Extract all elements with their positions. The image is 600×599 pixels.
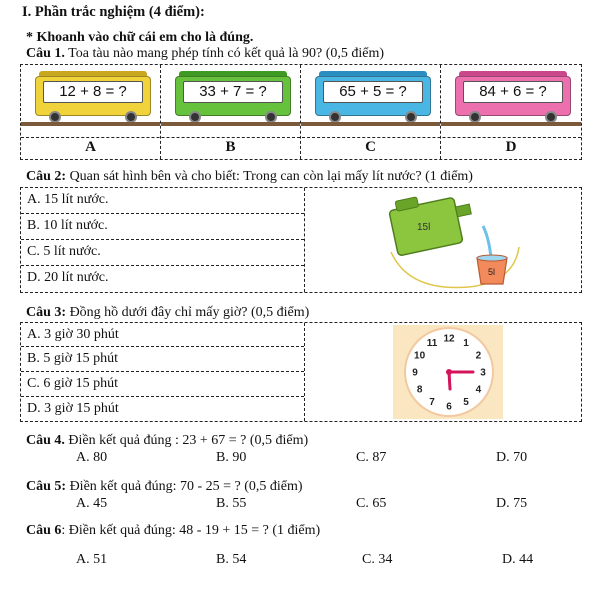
q6-text: : Điền kết quả đúng: 48 - 19 + 15 = ? (1 điểm) — [61, 523, 321, 538]
q1-letter-c[interactable]: C — [365, 139, 376, 155]
q1-option-d[interactable] — [441, 65, 581, 159]
q2-heading — [26, 169, 473, 185]
rail — [441, 122, 581, 126]
q5-option-c[interactable]: C. 65 — [356, 496, 387, 511]
q5-heading — [26, 479, 303, 495]
clock-numeral: 5 — [463, 396, 469, 408]
q4-option-b[interactable]: B. 90 — [216, 450, 247, 465]
q1-letter-d[interactable]: D — [505, 139, 517, 155]
clock-illustration — [393, 325, 503, 419]
q3-option-c[interactable]: C. 6 giờ 15 phút — [21, 372, 304, 397]
q4-option-a[interactable]: A. 80 — [76, 450, 108, 465]
q1-letter-a[interactable]: A — [85, 139, 96, 155]
clock-center — [446, 369, 452, 375]
train-car — [315, 71, 431, 119]
q5-option-d[interactable]: D. 75 — [496, 496, 528, 511]
q1-text: Toa tàu nào mang phép tính có kết quả là 90? (0,5 điểm) — [64, 46, 385, 61]
q2-text: Quan sát hình bên và cho biết: Trong can còn lại mấy lít nước? (1 điểm) — [66, 169, 473, 184]
clock-numeral: 2 — [475, 350, 482, 362]
clock-numeral: 11 — [426, 338, 438, 350]
bucket-label: 5l — [488, 267, 496, 277]
car-expression: 12 + 8 = ? — [43, 81, 143, 103]
q4-heading — [26, 433, 308, 449]
q5-option-b[interactable]: B. 55 — [216, 496, 247, 511]
q2-option-c[interactable]: C. 5 lít nước. — [21, 240, 304, 266]
water-can-illustration — [379, 192, 529, 290]
q3-option-a[interactable]: A. 3 giờ 30 phút — [21, 323, 304, 347]
q6-option-c[interactable]: C. 34 — [362, 552, 393, 567]
q4-text: Điền kết quả đúng : 23 + 67 = ? (0,5 điểm) — [64, 433, 309, 448]
q3-table — [20, 322, 582, 422]
car-expression: 84 + 6 = ? — [463, 81, 563, 103]
train-car — [455, 71, 571, 119]
q6-option-a[interactable]: A. 51 — [76, 552, 108, 567]
clock-numeral: 10 — [414, 350, 426, 362]
car-expression: 65 + 5 = ? — [323, 81, 423, 103]
clock-numeral: 1 — [463, 338, 469, 350]
car-expression: 33 + 7 = ? — [183, 81, 283, 103]
q4-option-c[interactable]: C. 87 — [356, 450, 387, 465]
q1-option-a[interactable] — [21, 65, 161, 159]
q2-option-a[interactable]: A. 15 lít nước. — [21, 188, 304, 214]
q6-option-d[interactable]: D. 44 — [502, 552, 534, 567]
q2-label: Câu 2: — [26, 169, 67, 184]
train-car — [175, 71, 291, 119]
rail — [161, 122, 300, 126]
clock-numeral: 4 — [475, 384, 482, 396]
q2-column-divider — [304, 188, 305, 292]
section-title: I. Phần trắc nghiệm (4 điểm): — [22, 4, 205, 20]
q5-text: Điền kết quả đúng: 70 - 25 = ? (0,5 điểm) — [66, 479, 303, 494]
q1-option-b[interactable] — [161, 65, 301, 159]
rail — [21, 122, 160, 126]
can-label: 15l — [417, 222, 431, 233]
instruction: * Khoanh vào chữ cái em cho là đúng. — [26, 30, 254, 45]
q6-heading — [26, 523, 320, 539]
clock-numeral: 6 — [446, 401, 452, 413]
q2-option-d[interactable]: D. 20 lít nước. — [27, 270, 109, 285]
q6-option-b[interactable]: B. 54 — [216, 552, 247, 567]
q3-heading — [26, 305, 309, 321]
q1-label: Câu 1. — [26, 46, 65, 61]
q3-text: Đồng hồ dưới đây chỉ mấy giờ? (0,5 điểm) — [66, 305, 310, 320]
q1-option-c[interactable] — [301, 65, 441, 159]
clock-numeral: 8 — [416, 384, 423, 396]
q6-label: Câu 6 — [26, 523, 62, 538]
q2-table — [20, 187, 582, 293]
clock-numeral: 3 — [480, 367, 486, 379]
train-car — [35, 71, 151, 119]
q2-option-b[interactable]: B. 10 lít nước. — [21, 214, 304, 240]
q1-letter-b[interactable]: B — [225, 139, 236, 155]
q3-option-d[interactable]: D. 3 giờ 15 phút — [27, 401, 119, 416]
clock-numeral: 9 — [412, 367, 418, 379]
q3-label: Câu 3: — [26, 305, 67, 320]
water-stream — [483, 226, 491, 258]
q5-label: Câu 5: — [26, 479, 67, 494]
q4-label: Câu 4. — [26, 433, 65, 448]
q5-option-a[interactable]: A. 45 — [76, 496, 108, 511]
rail — [301, 122, 440, 126]
q1-train-table — [20, 64, 582, 160]
q3-option-b[interactable]: B. 5 giờ 15 phút — [21, 347, 304, 372]
clock-numeral: 7 — [429, 396, 435, 408]
q1-heading — [26, 46, 384, 62]
clock-numeral: 12 — [443, 333, 455, 345]
q4-option-d[interactable]: D. 70 — [496, 450, 528, 465]
q3-column-divider — [304, 323, 305, 421]
